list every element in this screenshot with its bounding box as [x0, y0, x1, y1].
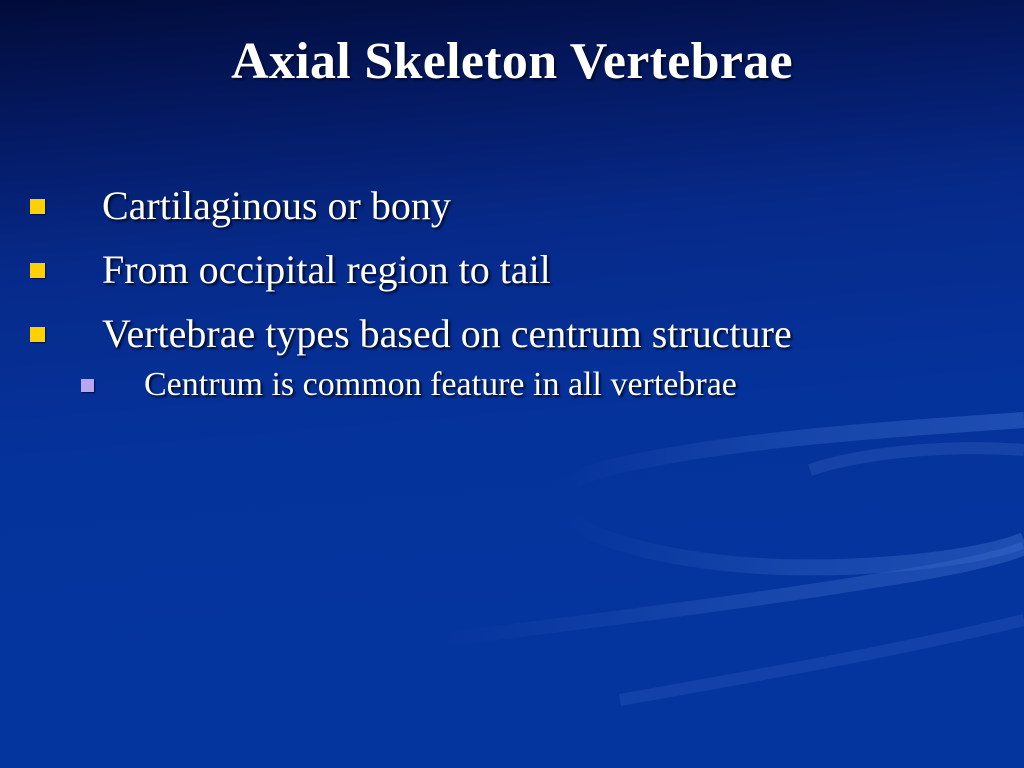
- bullet-text: Cartilaginous or bony: [102, 183, 451, 228]
- bullet-list: [0, 178, 1024, 420]
- bullet-item: [0, 178, 1024, 242]
- swirl-curve: [559, 420, 1024, 567]
- swirl-curve: [440, 548, 1024, 640]
- square-bullet-icon: [81, 379, 94, 392]
- square-bullet-icon: [30, 263, 45, 278]
- slide-title: Axial Skeleton Vertebrae: [231, 33, 793, 90]
- bullet-text: From occipital region to tail: [102, 247, 551, 292]
- square-bullet-icon: [30, 327, 45, 342]
- bullet-text: Vertebrae types based on centrum structure: [102, 311, 792, 356]
- sub-bullet-item: [0, 366, 1024, 420]
- bullet-item: [0, 242, 1024, 306]
- square-bullet-icon: [30, 199, 45, 214]
- bullet-item: [0, 306, 1024, 370]
- swirl-curve: [810, 448, 1024, 470]
- swirl-curve: [620, 620, 1024, 700]
- sub-bullet-text: Centrum is common feature in all vertebrae: [144, 366, 737, 403]
